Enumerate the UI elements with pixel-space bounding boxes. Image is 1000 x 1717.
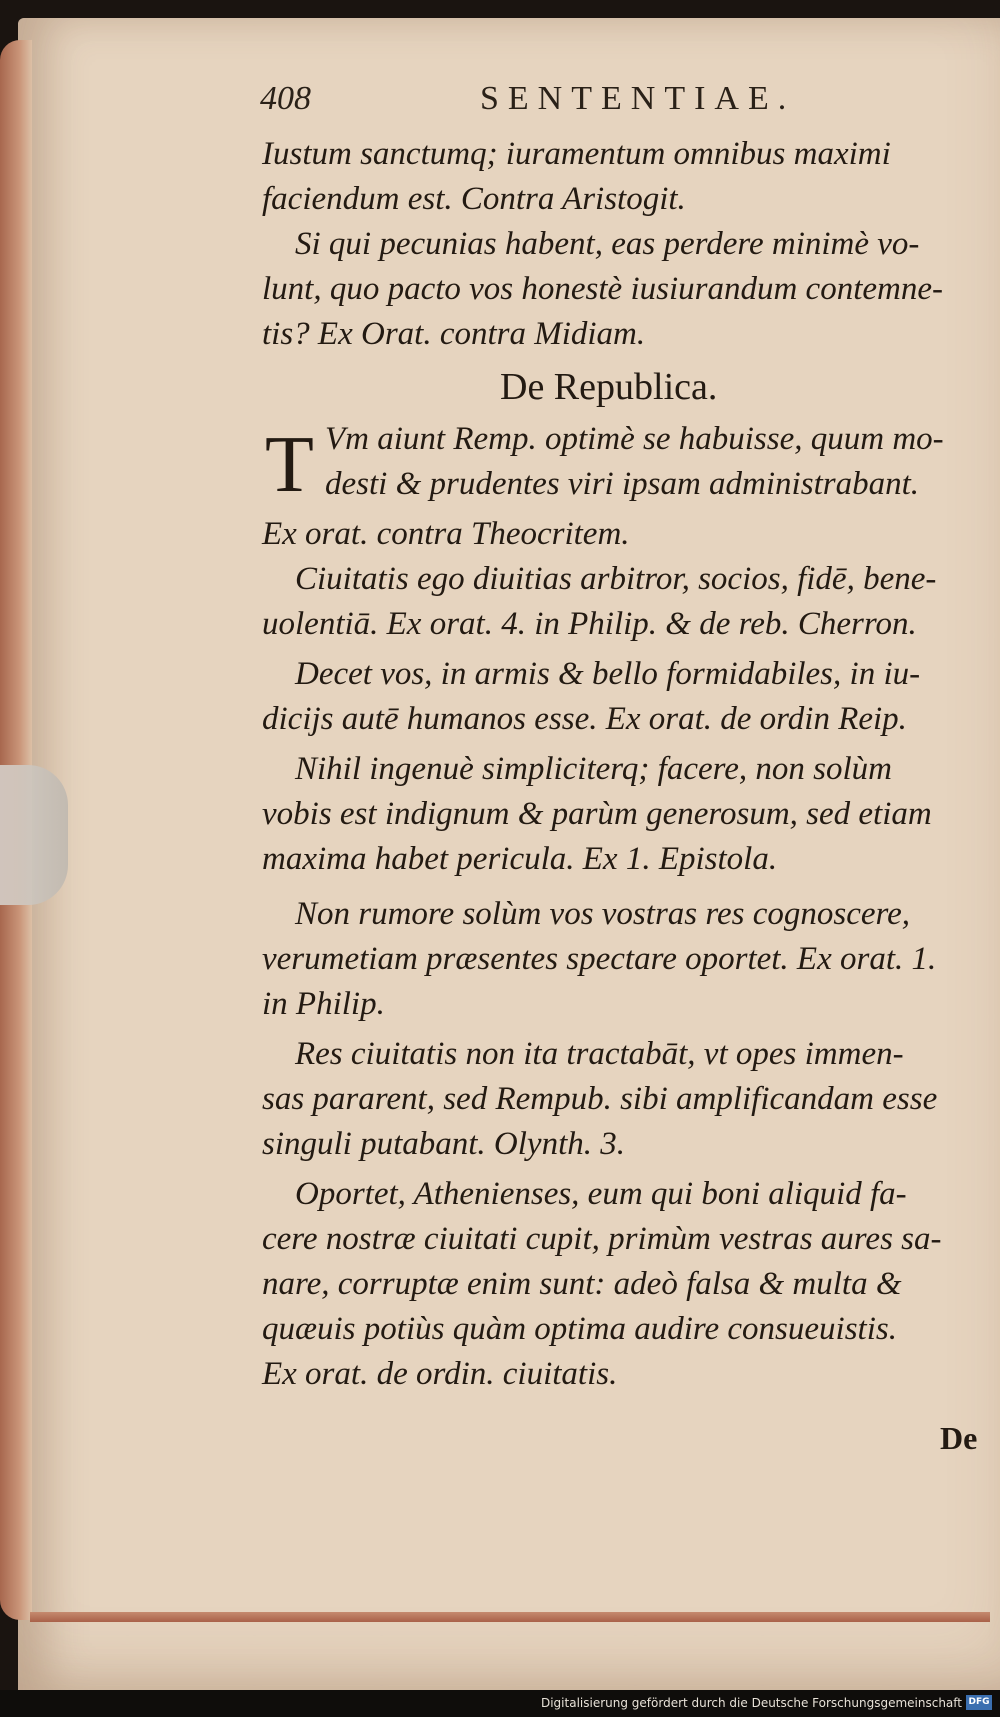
running-title: SENTENTIAE. <box>480 80 796 117</box>
text-line: lunt, quo pacto vos honestè iusiurandum contemne- <box>262 271 943 307</box>
text-line: vobis est indignum & parùm generosum, sed etiam <box>262 796 932 832</box>
text-line: in Philip. <box>262 986 385 1022</box>
text-line: verumetiam præsentes spectare oportet. Ex orat. 1. <box>262 941 937 977</box>
text-line: Iustum sanctumq; iuramentum omnibus maximi <box>262 136 891 172</box>
digitization-footer <box>0 1690 1000 1717</box>
text-line: Ex orat. de ordin. ciuitatis. <box>262 1356 618 1392</box>
text-line: maxima habet pericula. Ex 1. Epistola. <box>262 841 778 877</box>
section-title: De Republica. <box>500 366 718 408</box>
text-line: Non rumore solùm vos vostras res cognoscere, <box>295 896 911 932</box>
book-bottom-edge <box>30 1612 990 1622</box>
text-line: Oportet, Athenienses, eum qui boni aliquid fa- <box>295 1176 907 1212</box>
text-line: desti & prudentes viri ipsam administrabant. <box>325 466 919 502</box>
dfg-logo-icon: DFG <box>966 1695 992 1710</box>
text-line: singuli putabant. Olynth. 3. <box>262 1126 625 1162</box>
text-line: quæuis potiùs quàm optima audire consueuistis. <box>262 1311 897 1347</box>
text-line: tis? Ex Orat. contra Midiam. <box>262 316 646 352</box>
text-line: Ex orat. contra Theocritem. <box>262 516 630 552</box>
text-line: Vm aiunt Remp. optimè se habuisse, quum mo- <box>325 421 944 457</box>
text-line: Si qui pecunias habent, eas perdere minimè vo- <box>295 226 920 262</box>
text-line: sas pararent, sed Rempub. sibi amplificandam esse <box>262 1081 938 1117</box>
text-line: nare, corruptæ enim sunt: adeò falsa & multa & <box>262 1266 902 1302</box>
text-line: faciendum est. Contra Aristogit. <box>262 181 686 217</box>
page-header <box>260 80 820 126</box>
text-line: dicijs autē humanos esse. Ex orat. de ordin Reip. <box>262 701 907 737</box>
drop-capital: T <box>265 421 314 509</box>
footer-credit: Digitalisierung gefördert durch die Deutsche Forschungsgemeinschaft <box>540 1696 962 1710</box>
text-line: Ciuitatis ego diuitias arbitror, socios, fidē, bene- <box>295 561 937 597</box>
text-line: Nihil ingenuè simpliciterq; facere, non solùm <box>295 751 892 787</box>
text-line: Res ciuitatis non ita tractabāt, vt opes immen- <box>295 1036 904 1072</box>
text-line: cere nostræ ciuitati cupit, primùm vestras aures sa- <box>262 1221 942 1257</box>
catchword: De <box>940 1420 978 1456</box>
text-line: uolentiā. Ex orat. 4. in Philip. & de reb. Cherron. <box>262 606 917 642</box>
page-clip <box>0 765 68 905</box>
text-line: Decet vos, in armis & bello formidabiles, in iu- <box>295 656 921 692</box>
page-number: 408 <box>260 80 311 117</box>
